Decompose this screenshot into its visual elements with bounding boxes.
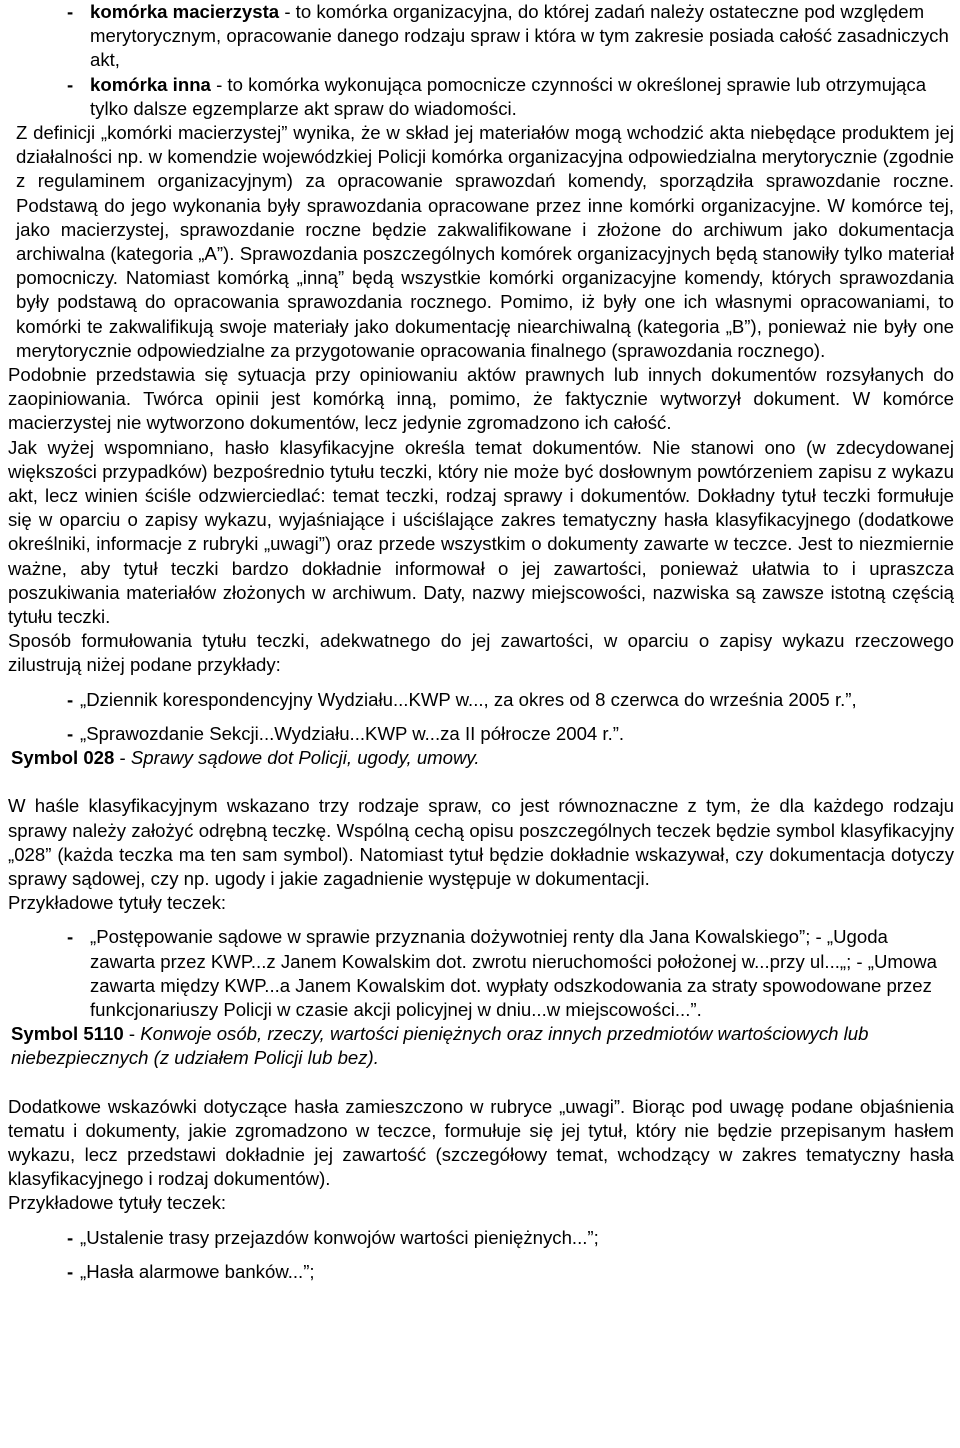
definition-inna (8, 73, 954, 121)
symbol-heading-028 (8, 746, 954, 770)
examples-heading: Przykładowe tytuły teczek: (8, 892, 227, 914)
example-item (8, 722, 954, 746)
example-text: „Dziennik korespondencyjny Wydziału...KWP w..., za okres od 8 czerwca do września 2005 r.”, (80, 688, 857, 710)
list-dash: - (67, 926, 74, 948)
definition-macierzysta (8, 0, 954, 73)
paragraph: Sposób formułowania tytułu teczki, adekwatnego do jej zawartości, w oparciu o zapisy wykazu rzeczowego zilustrują niżej podane przykłady: (8, 630, 954, 676)
paragraph: Dodatkowe wskazówki dotyczące hasła zamieszczono w rubryce „uwagi”. Biorąc pod uwagę podane objaśnienia tematu i dokumenty, jakie zgromadzono w teczce, formułuje się jej tytuł, który nie będzie przepisanym hasłem wykazu, lecz przedstawi dokładnie jej zawartość (szczegółowy temat, wchodzący w zakres tematyczny hasła klasyfikacyjnego i rodzaj dokumentów). (8, 1095, 954, 1190)
example-text: „Postępowanie sądowe w sprawie przyznania dożywotniej renty dla Jana Kowalskiego”; - „Ugoda zawarta przez KWP...z Janem Kowalskim dot. zwrotu nieruchomości położonej w...przy ul...„; - „Umowa zawarta między KWP...a Janem Kowalskim dot. wypłaty odszkodowania za straty spowodowane przez funkcjonariuszy Policji w czasie akcji policyjnej w dniu...w miejscowości...”. (90, 926, 938, 1020)
definition-term: komórka inna (90, 73, 211, 95)
example-item (8, 925, 954, 1022)
symbol-desc: Konwoje osób, rzeczy, wartości pieniężnych oraz innych przedmiotów wartościowych lub niebezpiecznych (z udziałem Policji lub bez). (11, 1023, 869, 1069)
example-text: „Hasła alarmowe banków...”; (80, 1260, 315, 1282)
list-dash: - (67, 73, 74, 95)
list-dash: - (67, 1226, 74, 1248)
definition-term: komórka macierzysta (90, 1, 280, 22)
symbol-desc: Sprawy sądowe dot Policji, ugody, umowy. (130, 747, 480, 769)
symbol-label: Symbol 028 (11, 747, 115, 769)
list-dash: - (67, 1260, 74, 1282)
list-dash: - (67, 1, 74, 22)
example-item (8, 1226, 954, 1250)
example-item (8, 1260, 954, 1284)
example-item (8, 688, 954, 712)
example-text: „Ustalenie trasy przejazdów konwojów wartości pieniężnych...”; (80, 1226, 599, 1248)
example-text: „Sprawozdanie Sekcji...Wydziału...KWP w...za II półrocze 2004 r.”. (80, 722, 625, 744)
examples-heading: Przykładowe tytuły teczek: (8, 1192, 227, 1214)
symbol-label: Symbol 5110 (11, 1023, 124, 1045)
symbol-heading-5110 (8, 1022, 954, 1070)
paragraph: W haśle klasyfikacyjnym wskazano trzy rodzaje spraw, co jest równoznaczne z tym, że dla każdego rodzaju sprawy należy założyć odrębną teczkę. Wspólną cechą opisu poszczególnych teczek będzie symbol klasyfikacyjny „028” (każda teczka ma ten sam symbol). Natomiast tytuł będzie dokładnie wskazywał, czy dokumentacja dotyczy sprawy sądowej, czy np. ugody i jakie zagadnienie występuje w dokumentacji. (8, 795, 954, 889)
paragraph: Z definicji „komórki macierzystej” wynika, że w skład jej materiałów mogą wchodzić akta niebędące produktem jej działalności np. w komendzie wojewódzkiej Policji komórka organizacyjna odpowiedzialna merytorycznie (zgodnie z regulaminem organizacyjnym) za opracowanie sprawozdań komendy, sporządziła sprawozdanie roczne. Podstawą do jego wykonania były sprawozdania opracowane przez inne komórki organizacyjne. W komórce tej, jako macierzystej, sprawozdanie roczne będzie zakwalifikowane i złożone do archiwum jako dokumentacja archiwalna (kategoria „A”). Sprawozdania poszczególnych komórek organizacyjnych będą stanowiły tylko materiał pomocniczy. Natomiast komórką „inną” będą wszystkie komórki organizacyjne komendy, których sprawozdania były podstawą do opracowania sprawozdania rocznego. Pomimo, iż były one ich własnymi opracowaniami, to komórki te zakwalifikują swoje materiały jako dokumentację niearchiwalną (kategoria „B”), ponieważ nie były one merytorycznie odpowiedzialne za przygotowanie opracowania finalnego (sprawozdania rocznego). (16, 122, 954, 361)
definition-text: - to komórka organizacyjna, do której zadań należy ostateczne pod względem merytorycznym, opracowanie danego rodzaju spraw i która w tym zakresie posiada całość zasadniczych akt, (90, 1, 949, 71)
symbol-sep: - (123, 1023, 141, 1045)
paragraph: Jak wyżej wspomniano, hasło klasyfikacyjne określa temat dokumentów. Nie stanowi ono (w zdecydowanej większości przypadków) bezpośrednio tytułu teczki, który nie może być dosłownym powtórzeniem zapisu z wykazu akt, lecz winien ściśle odzwierciedlać: temat teczki, rodzaj sprawy i dokumentów. Dokładny tytuł teczki formułuje się w oparciu o zapisy wykazu, wyjaśniające i uściślające zakres tematyczny hasła klasyfikacyjnego (dodatkowe określniki, informacje z rubryki „uwagi”) oraz przede wszystkim o dokumenty zawarte w teczce. Jest to niezmiernie ważne, aby tytuł teczki bardzo dokładnie informował o jej zawartości, ponieważ ułatwia to i upraszcza poszukiwania materiałów złożonych w archiwum. Daty, nazwy miejscowości, nazwiska są zawsze istotną częścią tytułu teczki. (8, 436, 954, 628)
list-dash: - (67, 688, 74, 710)
definition-text: - to komórka wykonująca pomocnicze czynności w określonej sprawie lub otrzymująca tylko dalsze egzemplarze akt spraw do wiadomości. (90, 73, 927, 119)
paragraph: Podobnie przedstawia się sytuacja przy opiniowaniu aktów prawnych lub innych dokumentów rozsyłanych do zaopiniowania. Twórca opinii jest komórką inną, pomimo, że faktycznie wytworzył dokument. W komórce macierzystej nie wytworzono dokumentów, lecz jedynie zgromadzono ich całość. (8, 364, 954, 434)
list-dash: - (67, 722, 74, 744)
symbol-sep: - (114, 747, 131, 769)
